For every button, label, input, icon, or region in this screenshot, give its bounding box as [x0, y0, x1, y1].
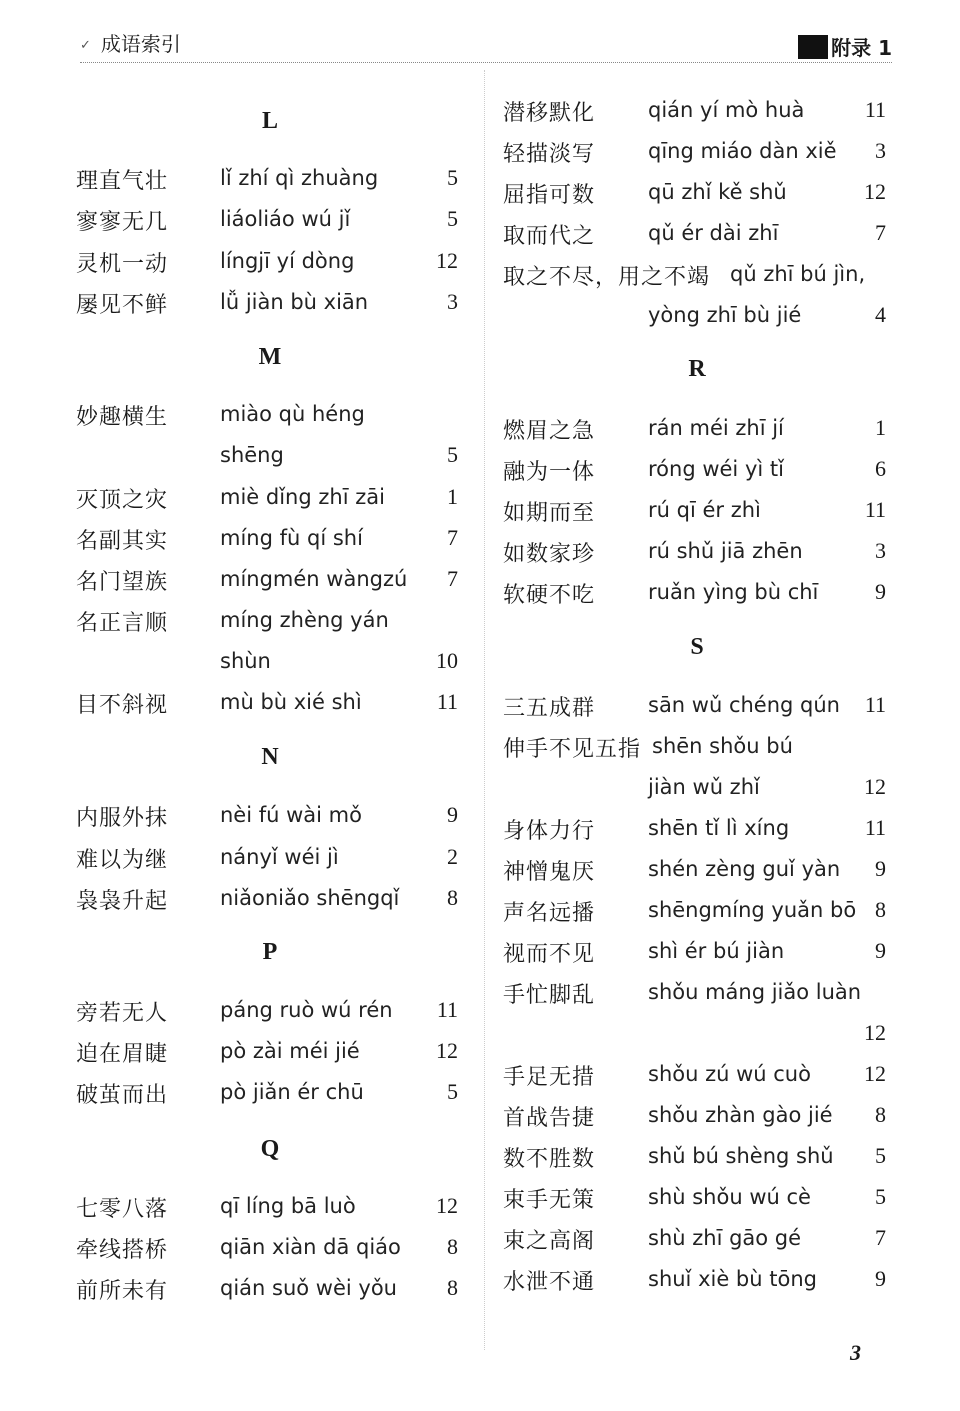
pinyin-text: qīng miáo dàn xiě	[648, 139, 837, 163]
idiom-text: 燃眉之急	[503, 419, 596, 444]
page-ref: 9	[875, 579, 886, 604]
idiom-text: 牵线搭桥	[76, 1238, 169, 1263]
page-ref: 12	[864, 1061, 886, 1086]
page-ref: 11	[864, 815, 886, 840]
page-ref: 12	[864, 179, 886, 204]
pinyin-text: pò zài méi jié	[220, 1039, 360, 1063]
page-ref: 5	[447, 165, 458, 190]
pinyin-text: rú shǔ jiā zhēn	[648, 539, 803, 563]
pinyin-text: shēngmíng yuǎn bō	[648, 898, 857, 922]
section-letter: R	[688, 356, 706, 382]
idiom-text: 取之不尽，用之不竭	[503, 265, 711, 290]
idiom-text: 束之高阁	[503, 1229, 596, 1254]
pinyin-text: qián yí mò huà	[648, 98, 805, 122]
idiom-text: 声名远播	[503, 901, 596, 926]
pinyin-text: shēn tǐ lì xíng	[648, 816, 790, 840]
page-ref: 1	[875, 415, 886, 440]
pinyin-text: shǒu máng jiǎo luàn	[648, 980, 862, 1004]
pinyin-text: sān wǔ chéng qún	[648, 693, 840, 717]
pinyin-text: lǚ jiàn bù xiān	[220, 290, 369, 314]
idiom-text: 轻描淡写	[503, 142, 596, 167]
idiom-text: 前所未有	[76, 1279, 169, 1304]
pinyin-text: shēn shǒu bú	[652, 734, 793, 758]
pinyin-text: qū zhǐ kě shǔ	[648, 180, 787, 204]
check-icon: ✓	[80, 38, 91, 53]
idiom-text: 水泄不通	[503, 1270, 596, 1295]
page-ref: 12	[864, 1020, 886, 1045]
idiom-text: 神憎鬼厌	[503, 860, 596, 885]
pinyin-text: míngmén wàngzú	[220, 567, 408, 591]
page-ref: 5	[875, 1184, 886, 1209]
page-ref: 5	[875, 1143, 886, 1168]
pinyin-text: mù bù xié shì	[220, 690, 362, 714]
pinyin-text: pò jiǎn ér chū	[220, 1080, 364, 1104]
page-ref: 5	[447, 206, 458, 231]
page-ref: 11	[864, 692, 886, 717]
pinyin-text: jiàn wǔ zhǐ	[648, 775, 760, 799]
pinyin-text: ruǎn yìng bù chī	[648, 580, 819, 604]
page-ref: 8	[875, 1102, 886, 1127]
idiom-text: 名门望族	[76, 570, 169, 595]
page-ref: 12	[436, 248, 458, 273]
header-left	[80, 28, 181, 57]
pinyin-text: shù zhī gāo gé	[648, 1226, 802, 1250]
page-ref: 3	[875, 538, 886, 563]
pinyin-text: qiān xiàn dā qiáo	[220, 1235, 401, 1259]
section-letter: M	[258, 344, 282, 370]
page-ref: 7	[875, 1225, 886, 1250]
pinyin-text: liáoliáo wú jǐ	[220, 207, 351, 231]
page-ref: 3	[447, 289, 458, 314]
section-letter: N	[261, 744, 279, 770]
page-ref: 3	[875, 138, 886, 163]
idiom-text: 首战告捷	[503, 1106, 596, 1131]
page-ref: 11	[864, 497, 886, 522]
section-letter: S	[690, 634, 704, 660]
pinyin-text: shǒu zhàn gào jié	[648, 1103, 833, 1127]
page-ref: 1	[447, 484, 458, 509]
header-right-title: 附录 1	[831, 36, 892, 60]
idiom-text: 理直气壮	[76, 169, 169, 194]
pinyin-text: rú qī ér zhì	[648, 498, 761, 522]
idiom-text: 三五成群	[503, 696, 596, 721]
pinyin-text: míng fù qí shí	[220, 526, 363, 550]
idiom-text: 束手无策	[503, 1188, 596, 1213]
idiom-text: 如期而至	[503, 501, 596, 526]
page-ref: 9	[875, 1266, 886, 1291]
pinyin-text: róng wéi yì tǐ	[648, 457, 784, 481]
idiom-text: 手忙脚乱	[503, 983, 596, 1008]
section-letter: P	[262, 939, 278, 965]
pinyin-text: shuǐ xiè bù tōng	[648, 1267, 817, 1291]
header-left-title: 成语索引	[100, 32, 181, 56]
page-ref: 4	[875, 302, 886, 327]
pinyin-text: páng ruò wú rén	[220, 998, 393, 1022]
page-ref: 12	[436, 1193, 458, 1218]
idiom-text: 数不胜数	[503, 1147, 596, 1172]
idiom-text: 视而不见	[503, 942, 596, 967]
pinyin-text: shēng	[220, 443, 284, 467]
pinyin-text: shì ér bú jiàn	[648, 939, 785, 963]
section-letter: L	[261, 108, 278, 134]
idiom-text: 名副其实	[76, 529, 169, 554]
page-ref: 6	[875, 456, 886, 481]
page-ref: 9	[875, 856, 886, 881]
idiom-text: 软硬不吃	[503, 583, 596, 608]
page-ref: 11	[436, 997, 458, 1022]
pinyin-text: lǐ zhí qì zhuàng	[220, 166, 379, 190]
idiom-text: 名正言顺	[76, 611, 169, 636]
page-ref: 8	[875, 897, 886, 922]
header-right	[798, 32, 892, 61]
idiom-text: 妙趣横生	[76, 405, 169, 430]
idiom-text: 难以为继	[76, 848, 169, 873]
pinyin-text: shén zèng guǐ yàn	[648, 857, 841, 881]
pinyin-text: miào qù héng	[220, 402, 365, 426]
pinyin-text: qián suǒ wèi yǒu	[220, 1276, 397, 1300]
pinyin-text: rán méi zhī jí	[648, 416, 784, 440]
pinyin-text: shǒu zú wú cuò	[648, 1062, 811, 1086]
pinyin-text: qǔ ér dài zhī	[648, 221, 779, 245]
idiom-text: 迫在眉睫	[76, 1042, 169, 1067]
page-ref: 7	[447, 566, 458, 591]
idiom-text: 手足无措	[503, 1065, 596, 1090]
pinyin-text: qī líng bā luò	[220, 1194, 356, 1218]
idiom-text: 寥寥无几	[76, 210, 169, 235]
pinyin-text: shǔ bú shèng shǔ	[648, 1144, 834, 1168]
pinyin-text: nányǐ wéi jì	[220, 845, 339, 869]
page-ref: 5	[447, 442, 458, 467]
idiom-text: 融为一体	[503, 460, 596, 485]
page-number: 3	[850, 1340, 861, 1365]
idiom-text: 灵机一动	[76, 252, 169, 277]
page-ref: 11	[436, 689, 458, 714]
idiom-text: 袅袅升起	[76, 889, 169, 914]
idiom-text: 屡见不鲜	[76, 293, 169, 318]
pinyin-text: yòng zhī bù jié	[648, 303, 802, 327]
pinyin-text: miè dǐng zhī zāi	[220, 485, 385, 509]
idiom-text: 目不斜视	[76, 693, 169, 718]
page-ref: 8	[447, 1275, 458, 1300]
column-divider	[484, 70, 485, 1350]
page-ref: 8	[447, 1234, 458, 1259]
idiom-text: 潜移默化	[503, 101, 596, 126]
idiom-text: 七零八落	[76, 1197, 169, 1222]
black-block-icon	[798, 35, 828, 59]
pinyin-text: míng zhèng yán	[220, 608, 389, 632]
pinyin-text: língjī yí dòng	[220, 249, 355, 273]
page-ref: 8	[447, 885, 458, 910]
page-ref: 7	[875, 220, 886, 245]
page-ref: 12	[436, 1038, 458, 1063]
idiom-text: 身体力行	[503, 819, 596, 844]
idiom-text: 伸手不见五指	[503, 737, 642, 762]
page-ref: 5	[447, 1079, 458, 1104]
pinyin-text: shùn	[220, 649, 271, 673]
section-letter: Q	[260, 1136, 280, 1162]
idiom-text: 灭顶之灾	[76, 488, 169, 513]
idiom-text: 破茧而出	[76, 1083, 169, 1108]
page-ref: 11	[864, 97, 886, 122]
page-ref: 10	[436, 648, 458, 673]
page-ref: 9	[447, 802, 458, 827]
pinyin-text: shù shǒu wú cè	[648, 1185, 811, 1209]
page-header	[80, 24, 892, 63]
page-ref: 12	[864, 774, 886, 799]
idiom-text: 内服外抹	[76, 806, 169, 831]
idiom-text: 取而代之	[503, 224, 596, 249]
idiom-text: 如数家珍	[503, 542, 596, 567]
page-ref: 9	[875, 938, 886, 963]
idiom-text: 屈指可数	[503, 183, 596, 208]
page-ref: 7	[447, 525, 458, 550]
page-ref: 2	[447, 844, 458, 869]
pinyin-text: niǎoniǎo shēngqǐ	[220, 886, 400, 910]
idiom-text: 旁若无人	[76, 1001, 169, 1026]
pinyin-text: qǔ zhī bú jìn,	[730, 262, 866, 286]
pinyin-text: nèi fú wài mǒ	[220, 803, 362, 827]
